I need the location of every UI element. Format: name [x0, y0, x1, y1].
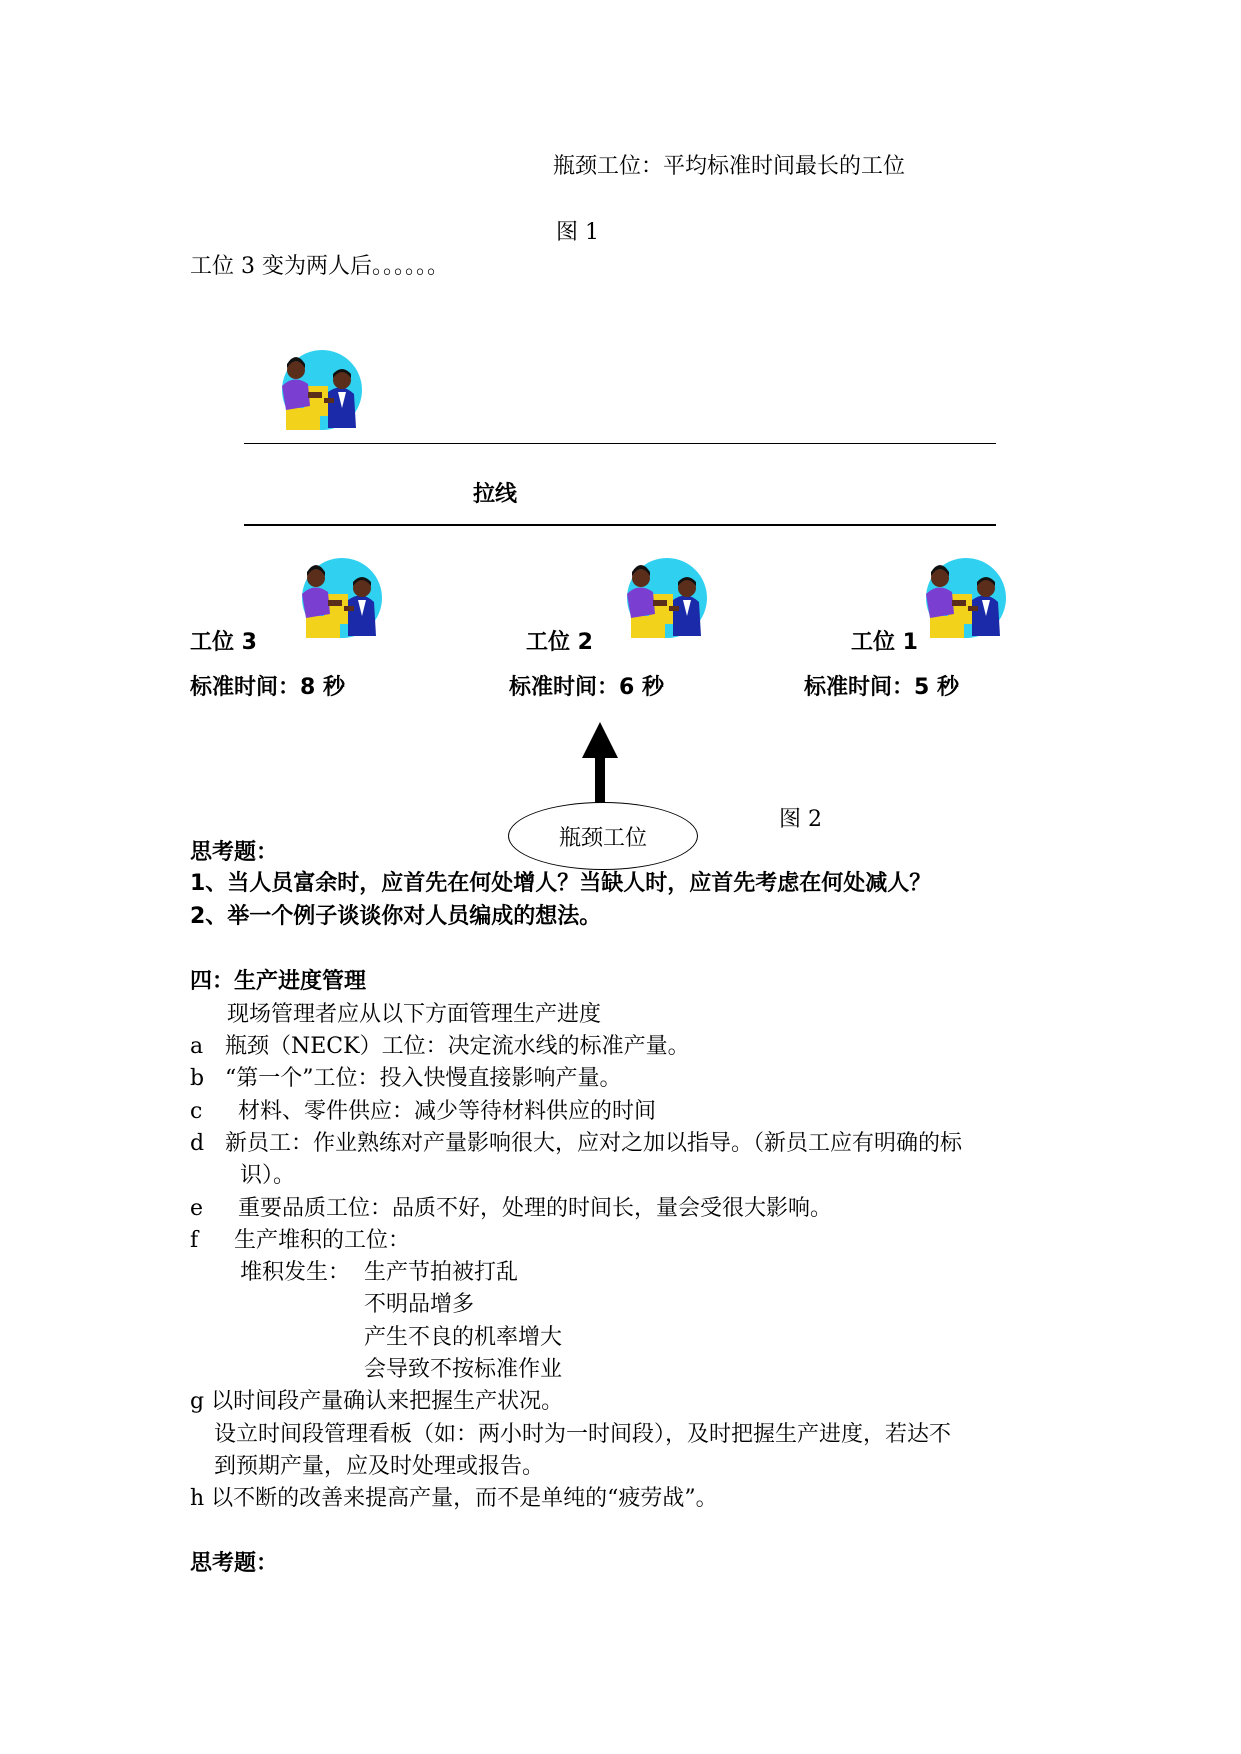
item-marker: c: [190, 1099, 203, 1124]
pile-effect: 会导致不按标准作业: [364, 1357, 563, 1382]
pile-effect: 生产节拍被打乱: [364, 1260, 519, 1285]
think-title-2: 思考题：: [190, 1551, 279, 1576]
item-h: h 以不断的改善来提高产量，而不是单纯的“疲劳战”。: [190, 1486, 718, 1511]
item-marker: a: [190, 1034, 204, 1059]
station-time: 标准时间：8 秒: [190, 675, 345, 700]
bottleneck-definition: 瓶颈工位：平均标准时间最长的工位: [553, 154, 906, 179]
item-text: 瓶颈（NECK）工位：决定流水线的标准产量。: [225, 1034, 690, 1059]
think-question-1: 1、当人员富余时，应首先在何处增人？当缺人时，应首先考虑在何处减人？: [190, 871, 932, 896]
section-intro: 现场管理者应从以下方面管理生产进度: [227, 1002, 602, 1027]
intro-line: 工位 3 变为两人后。。。。。。: [190, 254, 449, 279]
item-marker: d: [190, 1131, 205, 1156]
item-marker: b: [190, 1066, 205, 1091]
item-g-detail: 设立时间段管理看板（如：两小时为一时间段），及时把握生产进度，若达不: [214, 1422, 952, 1447]
item-text: 新员工：作业熟练对产量影响很大，应对之加以指导。（新员工应有明确的标: [225, 1131, 963, 1156]
bottleneck-bubble: 瓶颈工位: [508, 802, 698, 870]
think-title: 思考题：: [190, 840, 279, 865]
up-arrow-icon: [578, 720, 622, 810]
figure-1-label: 图 1: [556, 220, 599, 245]
workers-clipart-icon: [617, 556, 713, 640]
station-name: 工位 1: [851, 630, 918, 655]
line-label: 拉线: [473, 482, 518, 507]
item-text: “第一个”工位：投入快慢直接影响产量。: [225, 1066, 622, 1091]
station-time: 标准时间：5 秒: [804, 675, 959, 700]
line-top-border: [244, 443, 996, 444]
station-time: 标准时间：6 秒: [509, 675, 664, 700]
item-marker: f: [190, 1228, 199, 1253]
section-heading: 四：生产进度管理: [190, 969, 367, 994]
workers-clipart-icon: [292, 556, 388, 640]
line-bottom-border: [244, 524, 996, 526]
item-text: 重要品质工位：品质不好，处理的时间长，量会受很大影响。: [238, 1196, 833, 1221]
item-text: 材料、零件供应：减少等待材料供应的时间: [238, 1099, 657, 1124]
station-name: 工位 2: [526, 630, 593, 655]
pile-effect: 不明品增多: [364, 1292, 475, 1317]
item-g-detail-cont: 到预期产量，应及时处理或报告。: [214, 1454, 545, 1479]
workers-clipart-icon: [272, 348, 368, 432]
item-text-continuation: 识）。: [240, 1163, 296, 1188]
item-marker: e: [190, 1196, 204, 1221]
figure-2-label: 图 2: [779, 807, 822, 832]
item-g: g 以时间段产量确认来把握生产状况。: [190, 1389, 564, 1414]
think-question-2: 2、举一个例子谈谈你对人员编成的想法。: [190, 904, 602, 929]
pile-effect: 产生不良的机率增大: [364, 1325, 563, 1350]
pile-label: 堆积发生：: [240, 1260, 351, 1285]
workers-clipart-icon: [916, 556, 1012, 640]
station-name: 工位 3: [190, 630, 257, 655]
item-text: 生产堆积的工位：: [234, 1228, 411, 1253]
